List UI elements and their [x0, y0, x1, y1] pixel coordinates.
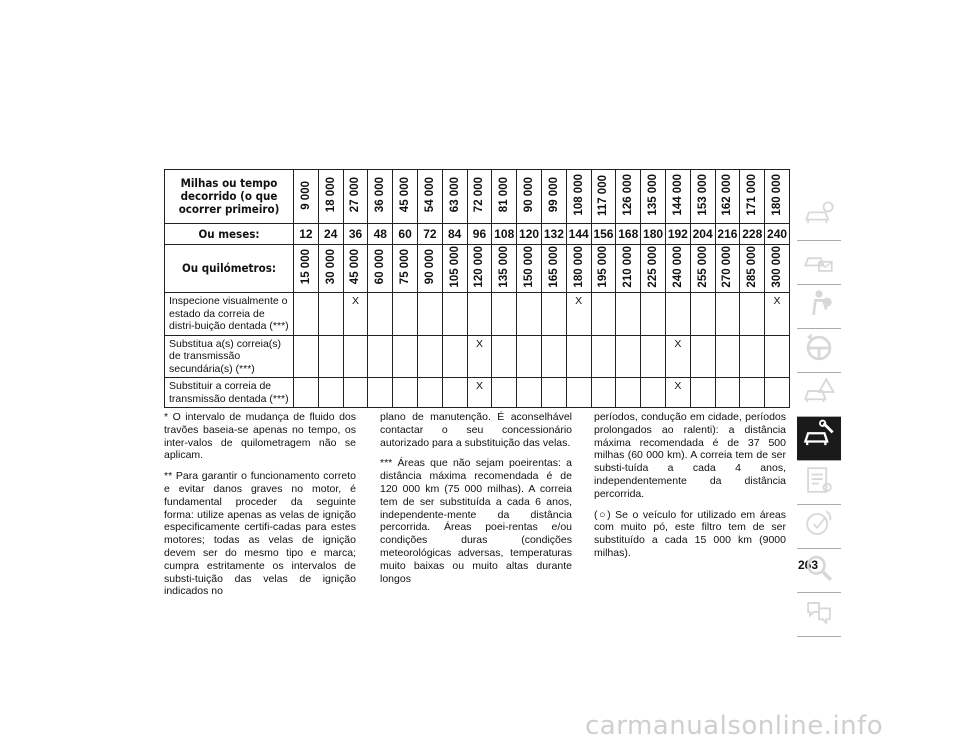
task-label: Substitua a(s) correia(s) de transmissão secundária(s) (***)	[165, 335, 294, 378]
miles-value-cell	[294, 170, 319, 224]
miles-value-cell	[343, 170, 368, 224]
service-mark	[368, 378, 393, 408]
service-mark	[294, 335, 319, 378]
miles-value: 27 000	[349, 177, 362, 213]
service-mark	[417, 335, 442, 378]
chapter-tab[interactable]	[797, 593, 841, 637]
chapter-tab[interactable]	[797, 461, 841, 505]
note-brake-fluid: * O intervalo de mudança de fluido dos travões baseia-se apenas no tempo, os inter-valos de quilometragem não se aplicam.	[164, 411, 356, 462]
miles-value-cell	[665, 170, 690, 224]
km-value-cell	[715, 245, 740, 293]
multimedia-icon	[799, 504, 839, 549]
service-mark	[541, 293, 566, 336]
km-value-cell	[294, 245, 319, 293]
notes-column-3	[594, 411, 786, 568]
service-mark	[616, 378, 641, 408]
miles-value: 72 000	[473, 177, 486, 213]
km-header-label: Ou quilómetros:	[165, 245, 294, 293]
languages-icon	[799, 592, 839, 637]
service-mark	[368, 293, 393, 336]
miles-value: 162 000	[721, 174, 734, 216]
km-value: 270 000	[721, 246, 734, 288]
chapter-tab[interactable]	[797, 373, 841, 417]
service-mark	[318, 378, 343, 408]
miles-value-cell	[765, 170, 790, 224]
watermark: carmanualsonline.info	[585, 711, 884, 741]
miles-value: 135 000	[647, 174, 660, 216]
months-value: 48	[368, 224, 393, 245]
miles-value: 9 000	[299, 180, 312, 210]
km-value-cell	[517, 245, 542, 293]
miles-value-cell	[616, 170, 641, 224]
service-mark	[368, 335, 393, 378]
months-value: 144	[566, 224, 591, 245]
service-mark	[715, 378, 740, 408]
km-value-cell	[442, 245, 467, 293]
miles-value: 36 000	[374, 177, 387, 213]
service-mark	[715, 293, 740, 336]
task-row	[165, 378, 790, 408]
car-dashboard-icon	[799, 196, 839, 241]
maintenance-schedule-table	[164, 169, 790, 408]
service-mark	[393, 335, 418, 378]
miles-value: 54 000	[423, 177, 436, 213]
miles-value: 180 000	[771, 174, 784, 216]
miles-value-cell	[690, 170, 715, 224]
miles-header-label: Milhas ou tempo decorrido (o que ocorrer primeiro)	[165, 170, 294, 224]
km-value: 150 000	[523, 246, 536, 288]
months-value: 216	[715, 224, 740, 245]
months-value: 168	[616, 224, 641, 245]
km-value: 120 000	[473, 246, 486, 288]
service-mark	[492, 378, 517, 408]
km-value-cell	[417, 245, 442, 293]
km-value: 285 000	[746, 246, 759, 288]
service-mark	[765, 335, 790, 378]
km-value-cell	[765, 245, 790, 293]
miles-value: 18 000	[324, 177, 337, 213]
chapter-tab[interactable]	[797, 505, 841, 549]
page-number: 263	[798, 558, 819, 572]
miles-value: 144 000	[671, 174, 684, 216]
service-mark	[318, 335, 343, 378]
task-row	[165, 335, 790, 378]
months-value: 180	[641, 224, 666, 245]
steering-wheel-icon	[799, 328, 839, 373]
miles-row	[165, 170, 790, 224]
service-mark	[492, 335, 517, 378]
miles-value: 153 000	[696, 174, 709, 216]
service-mark: X	[566, 293, 591, 336]
miles-value-cell	[417, 170, 442, 224]
km-value: 75 000	[399, 249, 412, 285]
chapter-tab[interactable]	[797, 417, 841, 461]
service-mark	[616, 293, 641, 336]
service-mark	[417, 293, 442, 336]
note-belt-intervals: *** Áreas que não sejam poeirentas: a distância máxima recomendada é de 120 000 km (75 000 milhas). A correia tem de ser substituída a cada 6 anos, independente-mente da distância percorrida. Áreas poei-rentas e/ou condições duras (condições meteorológicas adversas, temperaturas muito baixas ou muito altas durante longos	[380, 457, 572, 585]
service-mark: X	[665, 378, 690, 408]
service-mark	[541, 378, 566, 408]
miles-value: 117 000	[597, 174, 610, 216]
miles-value-cell	[442, 170, 467, 224]
car-airbag-icon	[799, 284, 839, 329]
service-mark	[566, 378, 591, 408]
service-mark	[343, 378, 368, 408]
km-value-cell	[343, 245, 368, 293]
service-mark	[765, 378, 790, 408]
km-value-cell	[616, 245, 641, 293]
task-label: Substituir a correia de transmissão dentada (***)	[165, 378, 294, 408]
km-value: 210 000	[622, 246, 635, 288]
km-value: 300 000	[771, 246, 784, 288]
service-mark	[318, 293, 343, 336]
months-value: 156	[591, 224, 616, 245]
service-mark	[566, 335, 591, 378]
service-mark	[641, 378, 666, 408]
km-value: 105 000	[448, 246, 461, 288]
car-envelope-icon	[799, 240, 839, 285]
miles-value-cell	[517, 170, 542, 224]
km-value-cell	[566, 245, 591, 293]
service-mark	[517, 335, 542, 378]
km-value-cell	[318, 245, 343, 293]
chapter-tab[interactable]	[797, 329, 841, 373]
miles-value-cell	[591, 170, 616, 224]
km-value: 45 000	[349, 249, 362, 285]
note-spark-plugs-cont: plano de manutenção. É aconselhável contactar o seu concessionário autorizado para a substituição das velas.	[380, 411, 572, 449]
service-mark	[492, 293, 517, 336]
service-mark	[541, 335, 566, 378]
task-label: Inspecione visualmente o estado da correia de distri-buição dentada (***)	[165, 293, 294, 336]
service-mark	[343, 335, 368, 378]
task-row	[165, 293, 790, 336]
service-mark	[591, 335, 616, 378]
service-mark	[740, 335, 765, 378]
miles-value: 108 000	[572, 174, 585, 216]
miles-value-cell	[641, 170, 666, 224]
note-belt-intervals-cont: períodos, condução em cidade, períodos prolongados ao ralenti): a distância máxima recomendada é de 37 500 milhas (60 000 km). A correia tem de ser substi-tuída a cada 4 anos, independentemente da distância percorrida.	[594, 411, 786, 500]
miles-value-cell	[715, 170, 740, 224]
service-mark: X	[343, 293, 368, 336]
service-mark	[417, 378, 442, 408]
months-value: 72	[417, 224, 442, 245]
months-value: 240	[765, 224, 790, 245]
service-mark	[517, 378, 542, 408]
miles-value: 171 000	[746, 174, 759, 216]
chapter-tab[interactable]	[797, 285, 841, 329]
miles-value: 81 000	[498, 177, 511, 213]
service-mark: X	[467, 378, 492, 408]
chapter-tab[interactable]	[797, 549, 841, 593]
service-mark	[641, 335, 666, 378]
miles-value-cell	[318, 170, 343, 224]
notes-column-1	[164, 411, 356, 606]
car-crash-icon	[799, 372, 839, 417]
service-mark	[442, 293, 467, 336]
months-value: 108	[492, 224, 517, 245]
km-value-cell	[492, 245, 517, 293]
km-value-cell	[690, 245, 715, 293]
service-mark	[442, 378, 467, 408]
months-header-label: Ou meses:	[165, 224, 294, 245]
miles-value-cell	[467, 170, 492, 224]
service-mark	[740, 378, 765, 408]
km-value: 195 000	[597, 246, 610, 288]
km-value-cell	[740, 245, 765, 293]
km-value: 255 000	[696, 246, 709, 288]
miles-value: 45 000	[399, 177, 412, 213]
months-value: 84	[442, 224, 467, 245]
km-value-cell	[467, 245, 492, 293]
miles-value-cell	[492, 170, 517, 224]
months-value: 132	[541, 224, 566, 245]
months-value: 120	[517, 224, 542, 245]
service-mark	[690, 378, 715, 408]
miles-value-cell	[740, 170, 765, 224]
miles-value-cell	[566, 170, 591, 224]
service-mark: X	[467, 335, 492, 378]
km-row	[165, 245, 790, 293]
notes-column-2	[380, 411, 572, 593]
months-value: 192	[665, 224, 690, 245]
months-value: 24	[318, 224, 343, 245]
service-mark	[393, 293, 418, 336]
km-value: 135 000	[498, 246, 511, 288]
km-value-cell	[393, 245, 418, 293]
km-value: 180 000	[572, 246, 585, 288]
chapter-tabs	[797, 197, 841, 637]
miles-value: 126 000	[622, 174, 635, 216]
service-mark	[740, 293, 765, 336]
months-value: 12	[294, 224, 319, 245]
miles-value: 99 000	[547, 177, 560, 213]
miles-value-cell	[393, 170, 418, 224]
service-mark: X	[665, 335, 690, 378]
service-mark	[294, 378, 319, 408]
service-mark	[690, 335, 715, 378]
km-value: 165 000	[547, 246, 560, 288]
km-value-cell	[641, 245, 666, 293]
service-mark	[665, 293, 690, 336]
months-value: 60	[393, 224, 418, 245]
note-spark-plugs: ** Para garantir o funcionamento correto e evitar danos graves no motor, é fundamental proceder da seguinte forma: utilize apenas as velas de ignição especificamente certifi-cadas para estes motores; todas as velas de ignição devem ser do mesmo tipo e marca; cumpra estritamente os intervalos de substi-tuição das velas de ignição indicados no	[164, 470, 356, 598]
months-value: 204	[690, 224, 715, 245]
chapter-tab[interactable]	[797, 197, 841, 241]
km-value: 240 000	[671, 246, 684, 288]
service-mark: X	[765, 293, 790, 336]
search-index-icon	[799, 548, 839, 593]
months-row	[165, 224, 790, 245]
km-value: 15 000	[299, 249, 312, 285]
km-value: 225 000	[647, 246, 660, 288]
service-mark	[467, 293, 492, 336]
months-value: 228	[740, 224, 765, 245]
service-mark	[641, 293, 666, 336]
service-mark	[294, 293, 319, 336]
service-mark	[591, 378, 616, 408]
km-value-cell	[665, 245, 690, 293]
chapter-tab[interactable]	[797, 241, 841, 285]
spec-list-icon	[799, 460, 839, 505]
km-value: 90 000	[423, 249, 436, 285]
months-value: 96	[467, 224, 492, 245]
km-value-cell	[368, 245, 393, 293]
note-air-filter: (○) Se o veículo for utilizado em áreas com muito pó, este filtro tem de ser substituído a cada 15 000 km (9000 milhas).	[594, 508, 786, 559]
service-mark	[616, 335, 641, 378]
service-mark	[690, 293, 715, 336]
miles-value: 63 000	[448, 177, 461, 213]
miles-value-cell	[368, 170, 393, 224]
months-value: 36	[343, 224, 368, 245]
miles-value: 90 000	[523, 177, 536, 213]
km-value: 30 000	[324, 249, 337, 285]
service-mark	[442, 335, 467, 378]
km-value-cell	[591, 245, 616, 293]
km-value: 60 000	[374, 249, 387, 285]
service-mark	[517, 293, 542, 336]
service-mark	[715, 335, 740, 378]
service-mark	[393, 378, 418, 408]
car-wrench-icon	[799, 416, 839, 461]
miles-value-cell	[541, 170, 566, 224]
service-mark	[591, 293, 616, 336]
km-value-cell	[541, 245, 566, 293]
